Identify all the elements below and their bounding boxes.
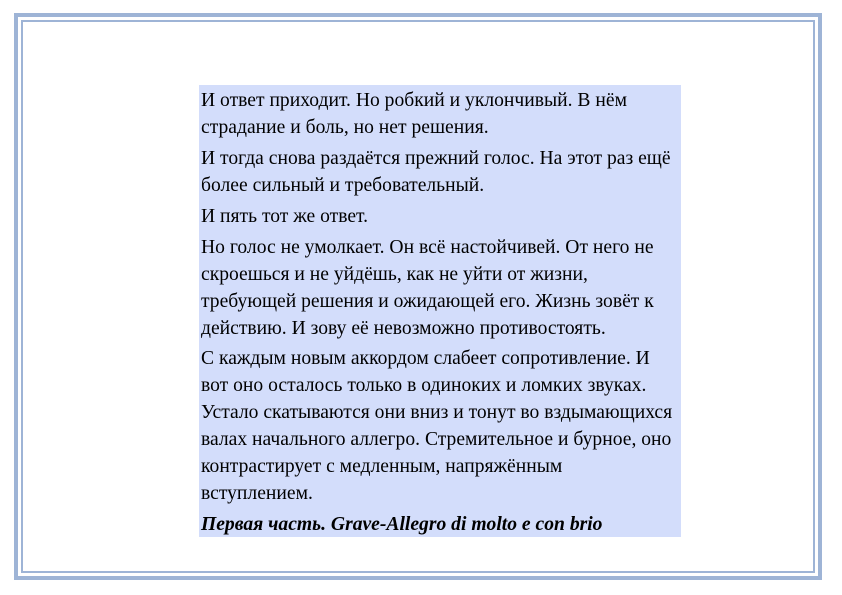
paragraph: Но голос не умолкает. Он всё настойчивей. От него не скроешься и не уйдёшь, как не уйти от жизни, требующей решения и ожидающей его. Жизнь зовёт к действию. И зову её невозможно противостоять.: [201, 237, 654, 339]
paragraph: С каждым новым аккордом слабеет сопротивление. И вот оно осталось только в одиноких и ломких звуках. Устало скатываются они вниз и тонут во вздымающихся валах начального аллегро. Стремительное и бурное, оно контрастирует с медленным, напряжённым вступлением.: [201, 348, 673, 504]
section-heading: Первая часть. Grave-Allegro di molto e con brio: [201, 514, 603, 535]
paragraph: И пять тот же ответ.: [201, 206, 369, 227]
paragraph: И тогда снова раздаётся прежний голос. На этот раз ещё более сильный и требовательный.: [201, 148, 671, 196]
paragraph: И ответ приходит. Но робкий и уклончивый. В нём страдание и боль, но нет решения.: [201, 90, 627, 138]
text-block: [199, 85, 681, 537]
